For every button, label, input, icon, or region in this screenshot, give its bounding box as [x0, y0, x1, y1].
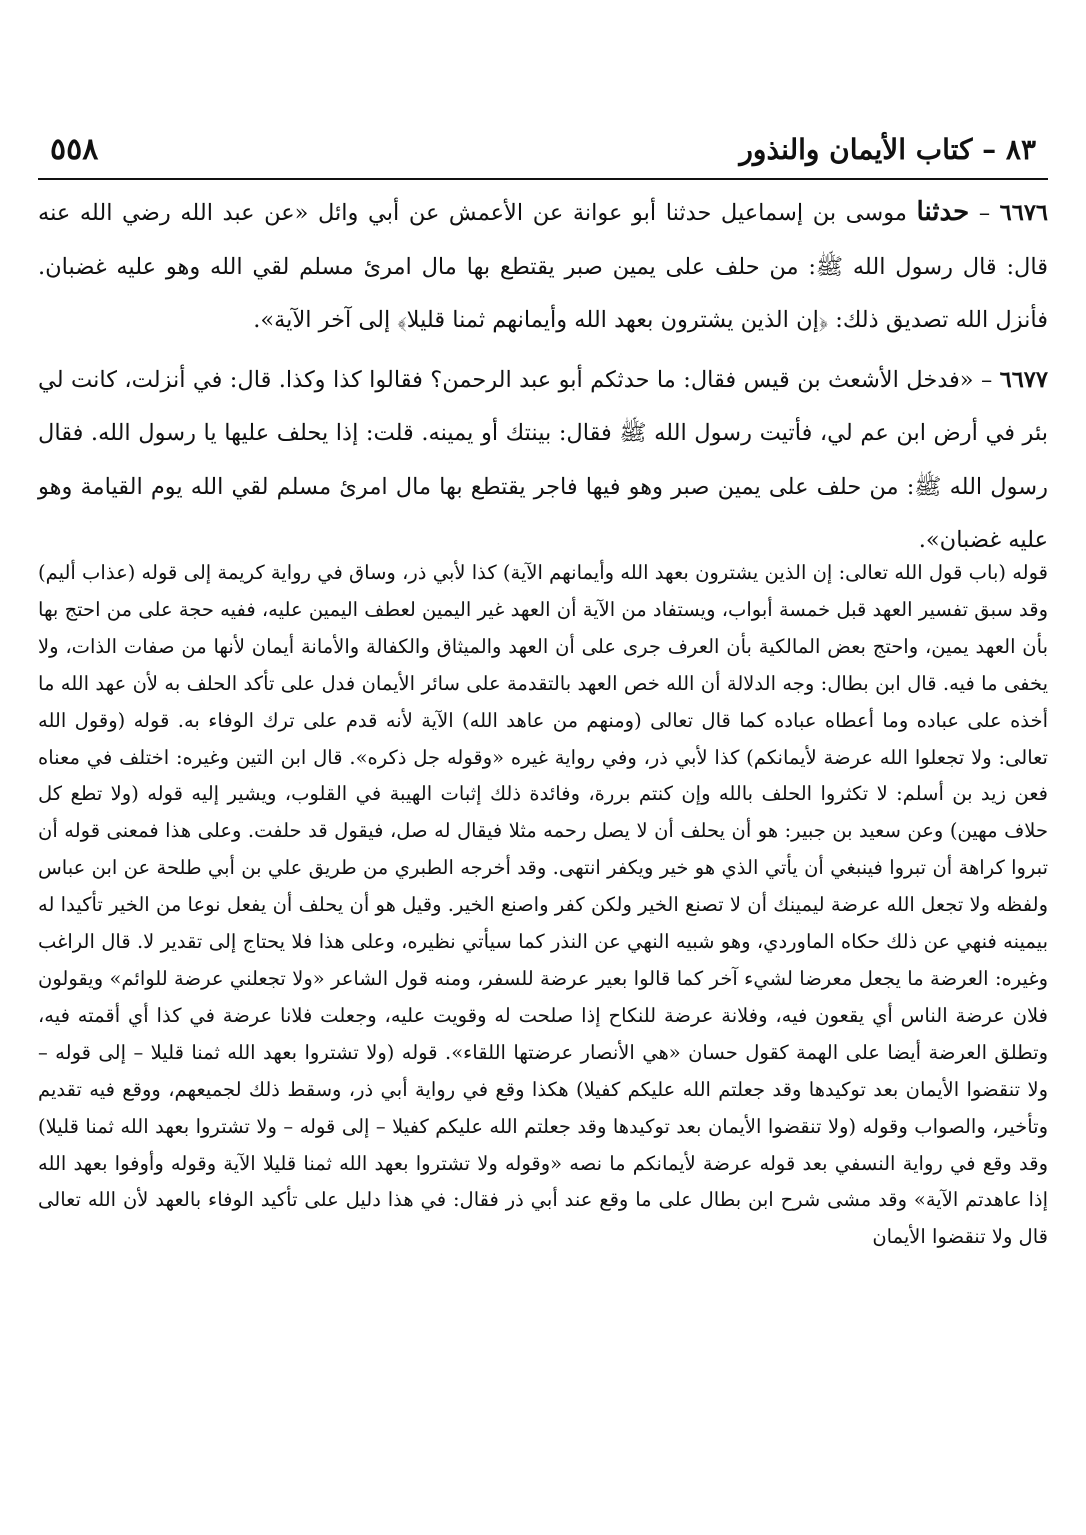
commentary-text: قوله (باب قول الله تعالى: إن الذين يشترون بعهد الله وأيمانهم الآية) كذا لأبي ذر، وساق في رواية كريمة إلى قوله (عذاب أليم) وقد سبق تفسير العهد قبل خمسة أبواب، ويستفاد من الآية أن العهد غير اليمين لعطف اليمين عليه، ففيه حجة على من احتج بها بأن العهد يمين، واحتج بعض المالكية بأن العرف جرى على أن العهد والميثاق والكفالة والأمانة أيمان لأنها من صفات الذات، ولا يخفى ما فيه. قال ابن بطال: وجه الدلالة أن الله خص العهد بالتقدمة على سائر الأيمان فدل على تأكد الحلف به لأن عهد الله ما أخذه على عباده وما أعطاه عباده كما قال تعالى (ومنهم من عاهد الله) الآية لأنه قدم على ترك الوفاء به. قوله (وقول الله تعالى: ولا تجعلوا الله عرضة لأيمانكم) كذا لأبي ذر، وفي رواية غيره «وقوله جل ذكره». قال ابن التين وغيره: اختلف في معناه فعن زيد بن أسلم: لا تكثروا الحلف بالله وإن كنتم بررة، وفائدة ذلك إثبات الهيبة في القلوب، ويشير إليه قوله (ولا تطع كل حلاف مهين) وعن سعيد بن جبير: هو أن يحلف أن لا يصل رحمه مثلا فيقال له صل، فيقول قد حلفت. وعلى هذا فمعنى قوله أن تبروا كراهة أن تبروا فينبغي أن يأتي الذي هو خير ويكفر انتهى. وقد أخرجه الطبري من طريق علي بن أبي طلحة عن ابن عباس ولفظه ولا تجعل الله عرضة ليمينك أن لا تصنع الخير ولكن كفر واصنع الخير. وقيل هو أن يحلف أن يفعل نوعا من الخير تأكيدا له بيمينه فنهي عن ذلك حكاه الماوردي، وهو شبيه النهي عن النذر كما سيأتي نظيره، وعلى هذا فلا يحتاج إلى تقدير لا. قال الراغب وغيره: العرضة ما يجعل معرضا لشيء آخر كما قالوا بعير عرضة للسفر، ومنه قول الشاعر «ولا تجعلني عرضة للوائم» ويقولون فلان عرضة الناس أي يقعون فيه، وفلانة عرضة للنكاح إذا صلحت له وقويت عليه، وجعلت فلانا عرضة في كذا أي أقمته فيه، وتطلق العرضة أيضا على الهمة كقول حسان «هي الأنصار عرضتها اللقاء». قوله (ولا تشتروا بعهد الله ثمنا قليلا – إلى قوله – ولا تنقضوا الأيمان بعد توكيدها وقد جعلتم الله عليكم كفيلا) هكذا وقع في رواية أبي ذر، وسقط ذلك لجميعهم، ووقع فيه تقديم وتأخير، والصواب وقوله (ولا تنقضوا الأيمان بعد توكيدها وقد جعلتم الله عليكم كفيلا – إلى قوله – ولا تشتروا بعهد الله ثمنا قليلا) وقد وقع في رواية النسفي بعد قوله عرضة لأيمانكم ما نصه «وقوله ولا تشتروا بعهد الله ثمنا قليلا الآية وقوله وأوفوا بعهد الله إذا عاهدتم الآية» وقد مشى شرح ابن بطال على ما وقع عند أبي ذر فقال: في هذا دليل على تأكيد الوفاء بالعهد لأن الله تعالى قال ولا تنقضوا الأيمان: [38, 561, 1048, 1249]
hadith-number: ٦٦٧٧: [999, 366, 1048, 393]
hadith-section: [38, 186, 1048, 568]
hadith-text: «فدخل الأشعث بن قيس فقال: ما حدثكم أبو عبد الرحمن؟ فقالوا كذا وكذا. قال: في أنزلت، كانت لي بئر في أرض ابن عم لي، فأتيت رسول الله ﷺ فقال: بينتك أو يمينه. قلت: إذا يحلف عليها يا رسول الله. فقال رسول الله ﷺ: من حلف على يمين صبر وهو فيها فاجر يقتطع بها مال امرئ مسلم لقي الله يوم القيامة وهو عليه غضبان».: [38, 366, 1048, 553]
page-number: ٥٥٨: [50, 131, 99, 167]
hadith-number: ٦٦٧٦: [999, 200, 1048, 226]
hadith-dash: –: [973, 366, 1000, 393]
header-rule: [38, 178, 1048, 180]
hadith-dash: –: [969, 200, 1000, 226]
commentary-section: [38, 555, 1048, 1256]
page-header: [50, 120, 1036, 178]
running-title: ٨٣ – كتاب الأيمان والنذور: [739, 132, 1036, 166]
hadith-6677: [38, 354, 1048, 568]
haddathana-word: حدثنا: [916, 197, 970, 227]
hadith-text: موسى بن إسماعيل حدثنا أبو عوانة عن الأعمش عن أبي وائل «عن عبد الله رضي الله عنه قال: قال رسول الله ﷺ: من حلف على يمين صبر يقتطع بها مال امرئ مسلم لقي الله وهو عليه غضبان. فأنزل الله تصديق ذلك: ﴿إن الذين يشترون بعهد الله وأيمانهم ثمنا قليلا﴾ إلى آخر الآية».: [38, 200, 1048, 333]
hadith-6676: [38, 186, 1048, 348]
